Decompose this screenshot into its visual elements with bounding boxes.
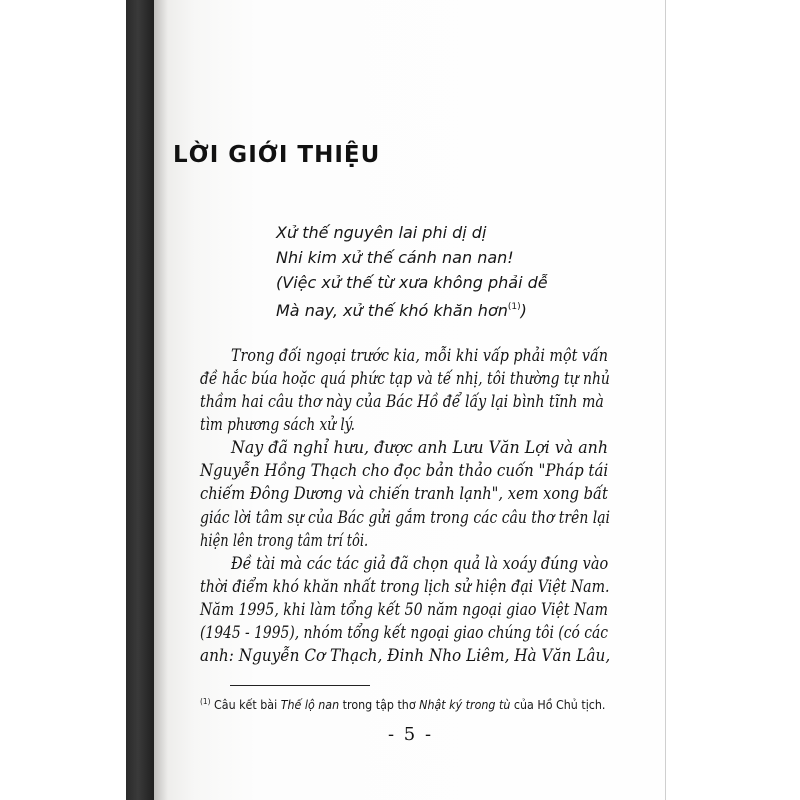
body-line: thời điểm khó khăn nhất trong lịch sử hiện đại Việt Nam. [200, 577, 610, 597]
body-line: Năm 1995, khi làm tổng kết 50 năm ngoại giao Việt Nam [200, 600, 608, 620]
footnote-divider [230, 685, 370, 686]
poem-line: Xử thế nguyên lai phi dị dị [276, 223, 487, 242]
body-line: Nguyễn Hồng Thạch cho đọc bản thảo cuốn "Pháp tái [200, 461, 609, 481]
poem-block [276, 220, 548, 323]
page-title: LỜI GIỚI THIỆU [173, 142, 381, 168]
body-line: thầm hai câu thơ này của Bác Hồ để lấy lại bình tĩnh mà [200, 392, 604, 412]
poem-line: (Việc xử thế từ xưa không phải dễ [276, 273, 548, 292]
body-line: tìm phương sách xử lý. [200, 415, 355, 435]
footnote-text: Câu kết bài [210, 698, 281, 712]
footnote-collection-title: Nhật ký trong tù [419, 698, 511, 712]
body-line: Nay đã nghỉ hưu, được anh Lưu Văn Lợi và anh [231, 438, 609, 458]
body-line: đề hắc búa hoặc quá phức tạp và tế nhị, tôi thường tự nhủ [200, 369, 610, 389]
footnote-marker: (1) [200, 697, 211, 706]
body-line: chiếm Đông Dương và chiến tranh lạnh", xem xong bất [200, 484, 608, 504]
page-number: - 5 - [388, 724, 434, 745]
body-line: giác lời tâm sự của Bác gửi gắm trong các câu thơ trên lại [200, 508, 611, 528]
body-line: hiện lên trong tâm trí tôi. [200, 531, 369, 551]
footnote [200, 697, 605, 712]
footnote-text: của Hồ Chủ tịch. [510, 698, 606, 712]
page-gutter-shadow [154, 0, 168, 800]
poem-line-text: Mà nay, xử thế khó khăn hơn [276, 301, 508, 320]
body-line: Đề tài mà các tác giả đã chọn quả là xoáy đúng vào [231, 554, 609, 574]
body-line: Trong đối ngoại trước kia, mỗi khi vấp phải một vấn [231, 346, 608, 366]
body-line: (1945 - 1995), nhóm tổng kết ngoại giao chúng tôi (có các [200, 623, 608, 643]
footnote-reference: (1) [507, 302, 521, 312]
poem-line [276, 295, 548, 323]
body-line: anh: Nguyễn Cơ Thạch, Đinh Nho Liêm, Hà Văn Lâu, [200, 646, 611, 666]
footnote-poem-title: Thế lộ nan [280, 698, 340, 712]
poem-closing-paren: ) [520, 301, 527, 320]
poem-line: Nhi kim xử thế cánh nan nan! [276, 248, 514, 267]
book-spine [126, 0, 156, 800]
footnote-text: trong tập thơ [339, 698, 420, 712]
